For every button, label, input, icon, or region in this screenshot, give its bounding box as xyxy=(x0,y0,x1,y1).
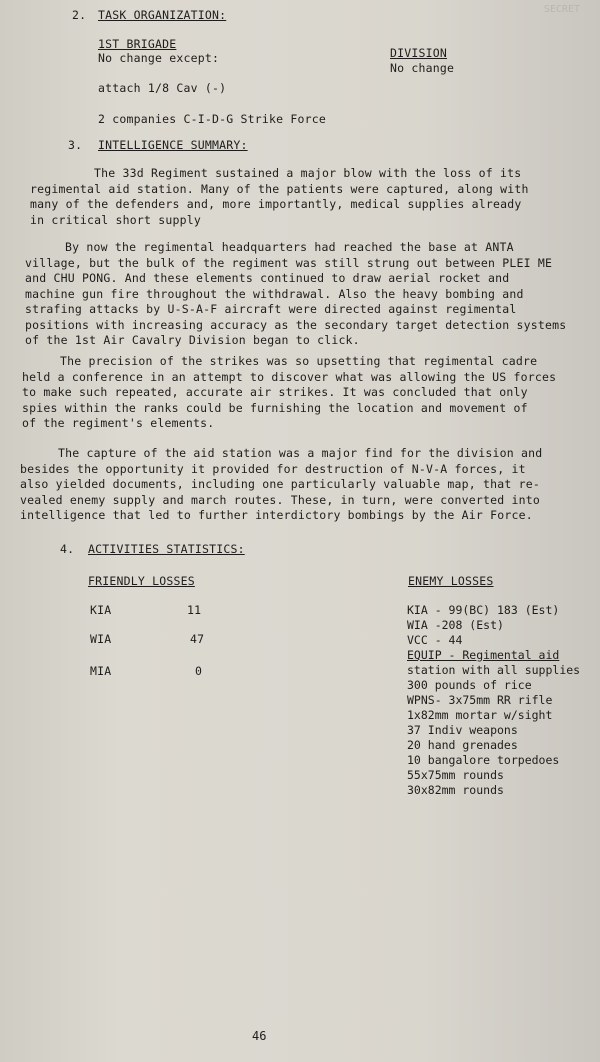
attach-line: attach 1/8 Cav (-) xyxy=(98,81,227,95)
enemy-losses-heading: ENEMY LOSSES xyxy=(408,574,494,588)
paragraph-line: The 33d Regiment sustained a major blow with the loss of its xyxy=(94,166,522,180)
paragraph-line: The capture of the aid station was a major find for the division and xyxy=(58,446,543,460)
enemy-loss-line: station with all supplies xyxy=(407,663,581,677)
enemy-loss-line: WIA -208 (Est) xyxy=(407,618,504,632)
division-line: No change xyxy=(390,61,455,75)
enemy-loss-line: 37 Indiv weapons xyxy=(407,723,518,737)
paragraph-line: held a conference in an attempt to discover what was allowing the US forces xyxy=(22,369,557,384)
paragraph-line: machine gun fire throughout the withdrawal. Also the heavy bombing and xyxy=(25,286,524,301)
bleed-through-mark: SECRET xyxy=(543,4,580,15)
paragraph-line: also yielded documents, including one particularly valuable map, that re- xyxy=(20,477,541,491)
friendly-wia-value: 47 xyxy=(190,632,205,646)
paragraph-line: vealed enemy supply and march routes. These, in turn, were converted into xyxy=(20,492,541,507)
paragraph-line: besides the opportunity it provided for destruction of N-V-A forces, it xyxy=(20,461,526,476)
paragraph-line: to make such repeated, accurate air strikes. It was concluded that only xyxy=(22,385,528,399)
section-3-number: 3. xyxy=(68,138,83,152)
section-4-number: 4. xyxy=(60,542,75,556)
friendly-losses-heading: FRIENDLY LOSSES xyxy=(88,574,195,588)
enemy-loss-line: 55x75mm rounds xyxy=(407,768,504,782)
paragraph-line: intelligence that led to further interdictory bombings by the Air Force. xyxy=(20,508,533,522)
friendly-mia-value: 0 xyxy=(195,664,203,678)
friendly-kia-value: 11 xyxy=(187,603,202,617)
page-number: 46 xyxy=(252,1029,267,1043)
paragraph-line: and CHU PONG. And these elements continued to draw aerial rocket and xyxy=(25,271,510,285)
paragraph-line: many of the defenders and, more importantly, medical supplies already xyxy=(30,197,522,211)
section-4-heading: ACTIVITIES STATISTICS: xyxy=(88,542,245,556)
paragraph-line: strafing attacks by U-S-A-F aircraft were directed against regimental xyxy=(25,302,517,316)
enemy-loss-line: 300 pounds of rice xyxy=(407,678,532,692)
paragraph-line: spies within the ranks could be furnishing the location and movement of xyxy=(22,400,528,415)
enemy-loss-line: WPNS- 3x75mm RR rifle xyxy=(407,693,553,707)
section-2-number: 2. xyxy=(72,8,87,22)
paragraph-line: in critical short supply xyxy=(30,212,201,227)
companies-line: 2 companies C-I-D-G Strike Force xyxy=(98,112,326,126)
enemy-losses-list xyxy=(407,603,580,798)
friendly-mia-label: MIA xyxy=(90,664,112,678)
brigade-line: No change except: xyxy=(98,51,220,65)
enemy-loss-line: 10 bangalore torpedoes xyxy=(407,753,560,767)
intel-paragraph-2 xyxy=(25,240,566,349)
enemy-loss-line: 1x82mm mortar w/sight xyxy=(407,708,553,722)
paragraph-line: regimental aid station. Many of the patients were captured, along with xyxy=(30,181,529,196)
intel-paragraph-1 xyxy=(30,166,529,228)
division-heading: DIVISION xyxy=(390,46,447,60)
paragraph-line: of the 1st Air Cavalry Division began to click. xyxy=(25,333,360,347)
enemy-loss-line: VCC - 44 xyxy=(407,633,463,647)
paragraph-line: village, but the bulk of the regiment was still strung out between PLEI ME xyxy=(25,255,553,270)
enemy-loss-line: EQUIP - Regimental aid xyxy=(407,648,560,662)
section-2-heading: TASK ORGANIZATION: xyxy=(98,8,227,22)
enemy-loss-line: KIA - 99(BC) 183 (Est) xyxy=(407,603,560,617)
intel-paragraph-3 xyxy=(22,354,556,432)
brigade-heading: 1ST BRIGADE xyxy=(98,37,177,51)
friendly-kia-label: KIA xyxy=(90,603,112,617)
enemy-loss-line: 20 hand grenades xyxy=(407,738,518,752)
paragraph-line: The precision of the strikes was so upsetting that regimental cadre xyxy=(60,354,538,368)
paragraph-line: By now the regimental headquarters had reached the base at ANTA xyxy=(65,240,514,254)
paragraph-line: positions with increasing accuracy as the secondary target detection systems xyxy=(25,317,567,332)
enemy-loss-line: 30x82mm rounds xyxy=(407,783,504,797)
paragraph-line: of the regiment's elements. xyxy=(22,416,215,430)
intel-paragraph-4 xyxy=(20,446,542,524)
section-3-heading: INTELLIGENCE SUMMARY: xyxy=(98,138,248,152)
friendly-wia-label: WIA xyxy=(90,632,112,646)
